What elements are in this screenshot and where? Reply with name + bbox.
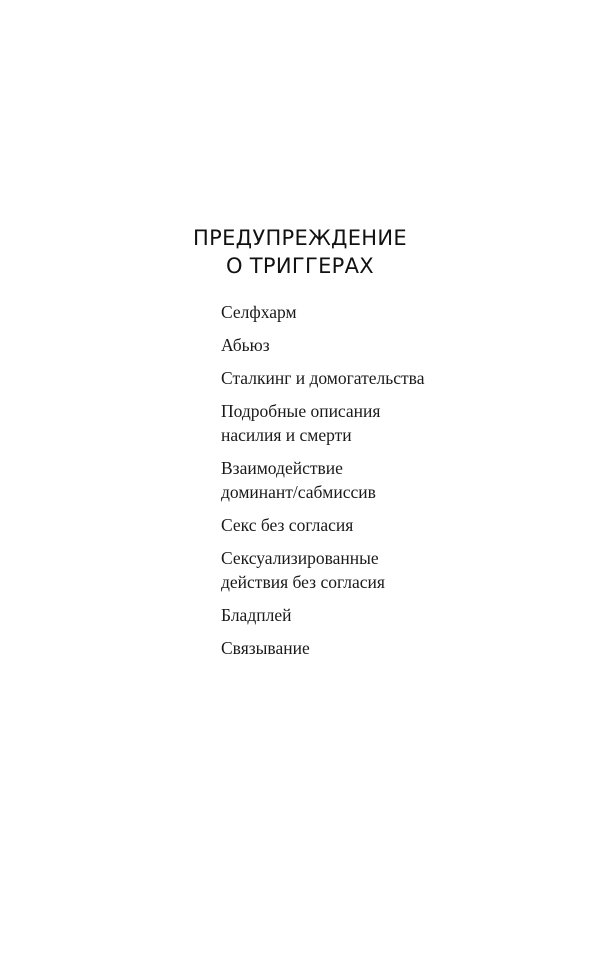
- trigger-item-line: Секс без согласия: [221, 515, 354, 535]
- trigger-item-line: Сталкинг и домогательства: [221, 368, 425, 388]
- trigger-item-line: Бладплей: [221, 605, 292, 625]
- title-line-2: О ТРИГГЕРАХ: [225, 254, 374, 278]
- trigger-item-dom-sub: [221, 456, 551, 504]
- trigger-item-bondage: [221, 636, 551, 660]
- trigger-item-line: Взаимодействие: [221, 458, 343, 478]
- trigger-item-non-consent-sex: [221, 513, 551, 537]
- trigger-item-bloodplay: [221, 603, 551, 627]
- trigger-item-selfharm: [221, 300, 551, 324]
- title-line-1: ПРЕДУПРЕЖДЕНИЕ: [193, 226, 407, 250]
- trigger-item-stalking: [221, 366, 551, 390]
- trigger-item-line: действия без согласия: [221, 572, 385, 592]
- trigger-item-line: доминант/сабмиссив: [221, 482, 376, 502]
- trigger-item-line: Подробные описания: [221, 401, 381, 421]
- trigger-item-line: Селфхарм: [221, 302, 297, 322]
- page-title: [0, 224, 600, 280]
- trigger-item-line: Сексуализированные: [221, 548, 379, 568]
- trigger-item-line: Связывание: [221, 638, 310, 658]
- trigger-item-violence-death: [221, 399, 551, 447]
- trigger-item-line: Абьюз: [221, 335, 270, 355]
- trigger-item-sexualized-non-consent: [221, 546, 551, 594]
- trigger-item-abuse: [221, 333, 551, 357]
- trigger-item-line: насилия и смерти: [221, 425, 352, 445]
- trigger-warning-list: [221, 300, 551, 669]
